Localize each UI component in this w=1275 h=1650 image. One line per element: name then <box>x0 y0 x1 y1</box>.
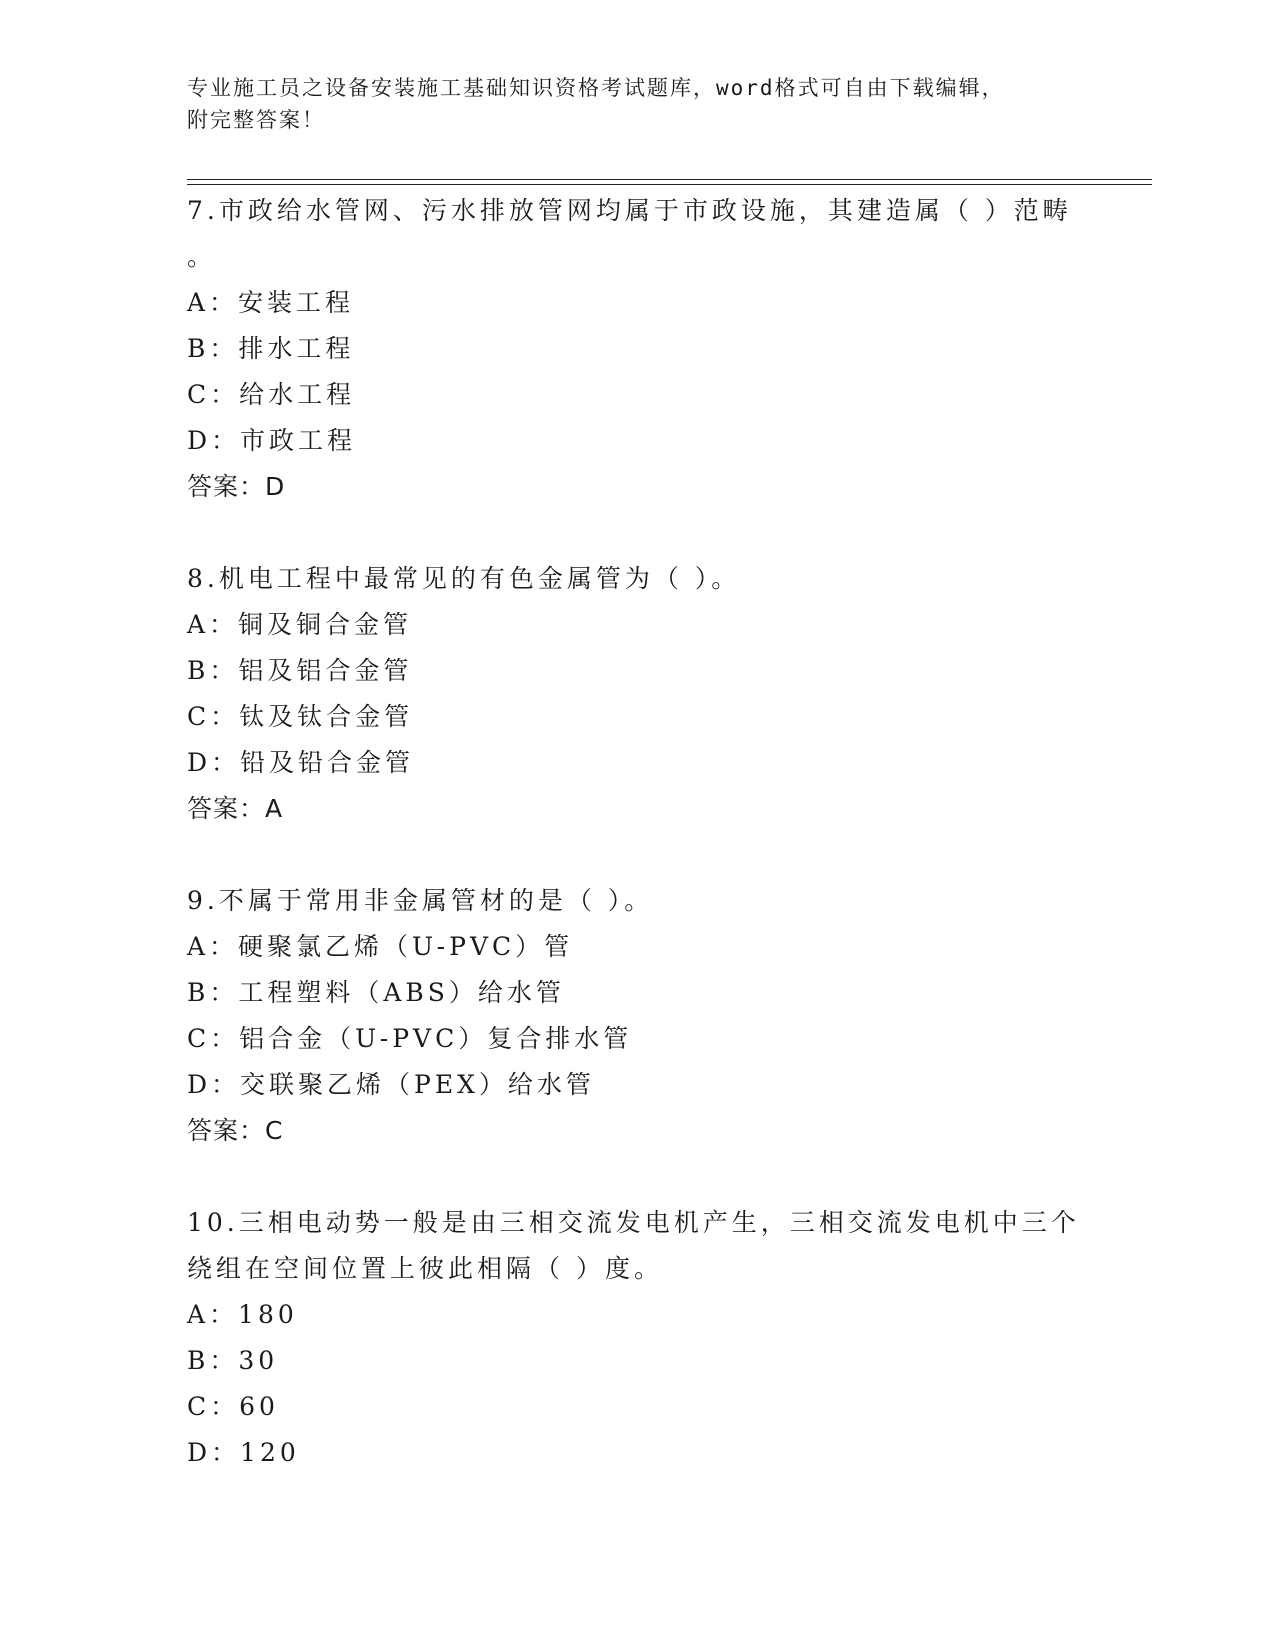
option-b: B：铝及铝合金管 <box>187 656 413 685</box>
question-stem: 8.机电工程中最常见的有色金属管为（ ）。 <box>187 564 741 593</box>
option-c: C：钛及钛合金管 <box>187 702 414 731</box>
header-rule-top <box>187 179 1152 180</box>
option-c: C：给水工程 <box>187 380 356 409</box>
header-line-1: 专业施工员之设备安装施工基础知识资格考试题库，word格式可自由下载编辑， <box>187 76 1005 100</box>
header-line-2: 附完整答案！ <box>187 108 325 132</box>
question-9 <box>187 878 1087 1154</box>
option-d: D：120 <box>187 1438 300 1467</box>
question-spacer <box>187 1154 1087 1200</box>
option-d: D：铅及铅合金管 <box>187 748 415 777</box>
header-rule-bottom <box>187 184 1152 185</box>
option-a: A：硬聚氯乙烯（U-PVC）管 <box>187 932 574 961</box>
option-d: D：交联聚乙烯（PEX）给水管 <box>187 1070 595 1099</box>
option-c: C：铝合金（U-PVC）复合排水管 <box>187 1024 633 1053</box>
option-b: B：30 <box>187 1346 279 1375</box>
question-stem-continued: 绕组在空间位置上彼此相隔（ ）度。 <box>187 1254 663 1283</box>
question-7 <box>187 188 1087 510</box>
question-stem: 7.市政给水管网、污水排放管网均属于市政设施，其建造属（ ）范畴 <box>187 196 1072 225</box>
option-b: B：排水工程 <box>187 334 355 363</box>
question-stem-continued: 。 <box>187 242 217 271</box>
question-list <box>187 188 1087 1476</box>
question-spacer <box>187 832 1087 878</box>
question-10 <box>187 1200 1087 1476</box>
option-a: A：180 <box>187 1300 298 1329</box>
option-d: D：市政工程 <box>187 426 357 455</box>
option-a: A：铜及铜合金管 <box>187 610 413 639</box>
question-stem: 9.不属于常用非金属管材的是（ ）。 <box>187 886 654 915</box>
question-8 <box>187 556 1087 832</box>
question-stem: 10.三相电动势一般是由三相交流发电机产生，三相交流发电机中三个 <box>187 1208 1080 1237</box>
option-b: B：工程塑料（ABS）给水管 <box>187 978 565 1007</box>
question-spacer <box>187 510 1087 556</box>
answer: 答案：D <box>187 472 286 501</box>
option-c: C：60 <box>187 1392 279 1421</box>
answer: 答案：C <box>187 1116 284 1145</box>
document-header <box>187 72 1067 136</box>
answer: 答案：A <box>187 794 284 823</box>
option-a: A：安装工程 <box>187 288 355 317</box>
